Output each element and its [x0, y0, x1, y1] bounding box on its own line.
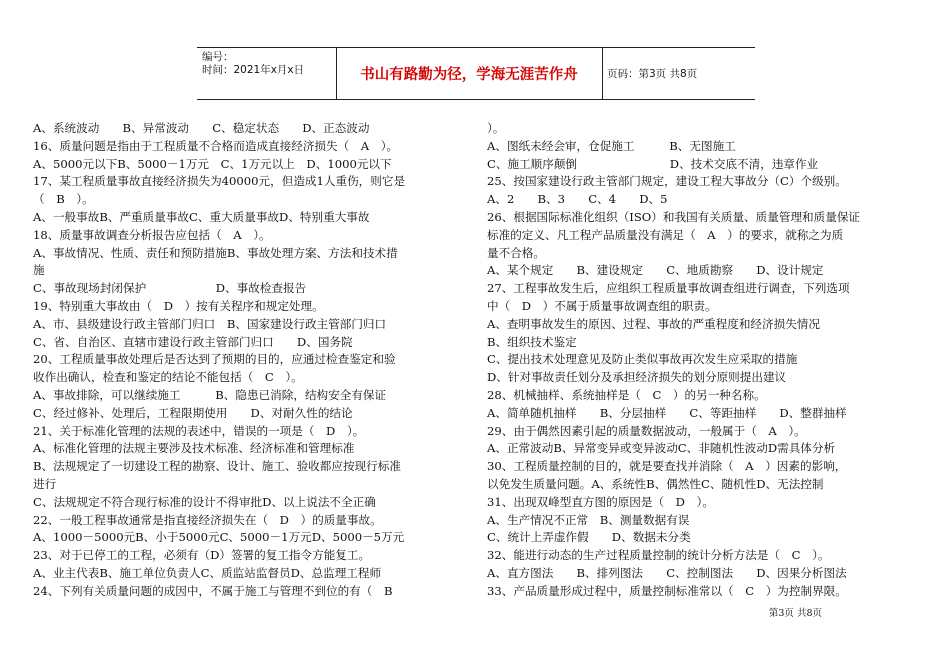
text-line: C、省、自治区、直辖市建设行政主管部门归口 D、国务院: [33, 334, 353, 349]
text-line: 收作出确认，检查和鉴定的结论不能包括（ C ）。: [33, 370, 303, 385]
text-line: 22、一般工程事故通常是指直接经济损失在（ D ）的质量事故。: [33, 512, 382, 527]
text-line: C、统计上弄虚作假 D、数据未分类: [487, 530, 691, 545]
text-line: 16、质量问题是指由于工程质量不合格而造成直接经济损失（ A ）。: [33, 138, 399, 153]
header-motto: 书山有路勤为径，学海无涯苦作舟: [360, 67, 578, 83]
document-number-label: 编号：: [202, 51, 234, 63]
text-line: A、2 B、3 C、4 D、5: [487, 192, 668, 207]
text-line: A、生产情况不正常 B、测量数据有误: [487, 512, 690, 527]
text-line: A、图纸未经会审，仓促施工 B、无图施工: [487, 138, 736, 153]
right-column: [487, 120, 919, 601]
text-line: 29、由于偶然因素引起的质量数据波动，一般属于（ A ）。: [487, 423, 806, 438]
text-line: A、正常波动B、异常变异或变异波动C、非随机性波动D需具体分析: [487, 441, 836, 456]
page-header: [197, 47, 755, 100]
text-line: 31、出现双峰型直方图的原因是（ D ）。: [487, 494, 714, 509]
header-page-label: 页码：第3页 共8页: [607, 68, 698, 80]
text-line: 25、按国家建设行政主管部门规定，建设工程大事故分（C）个级别。: [487, 174, 847, 189]
text-line: 28、机械抽样、系统抽样是（ C ）的另一种名称。: [487, 387, 766, 402]
text-line: A、一般事故B、严重质量事故C、重大质量事故D、特别重大事故: [33, 209, 370, 224]
text-line: A、5000元以下B、5000－1万元 C、1万元以上 D、1000元以下: [33, 156, 392, 171]
text-line: A、事故情况、性质、责任和预防措施B、事故处理方案、方法和技术措: [33, 245, 398, 260]
text-line: C、法规规定不符合现行标准的设计不得审批D、以上说法不全正确: [33, 494, 376, 509]
text-line: 20、工程质量事故处理后是否达到了预期的目的，应通过检查鉴定和验: [33, 352, 396, 367]
text-line: A、1000－5000元B、小于5000元C、5000－1万元D、5000－5万元: [33, 530, 405, 545]
document-time-label: 时间：2021年x月x日: [202, 64, 305, 76]
left-column: [33, 120, 465, 601]
text-line: 19、特别重大事故由（ D ）按有关程序和规定处理。: [33, 298, 324, 313]
text-line: 30、工程质量控制的目的，就是要查找并消除（ A ）因素的影响，: [487, 459, 847, 474]
text-line: A、查明事故发生的原因、过程、事故的严重程度和经济损失情况: [487, 316, 820, 331]
text-line: 18、质量事故调查分析报告应包括（ A ）。: [33, 227, 271, 242]
text-line: A、市、县级建设行政主管部门归口 B、国家建设行政主管部门归口: [33, 316, 387, 331]
text-line: 33、产品质量形成过程中，质量控制标准常以（ C ）为控制界限。: [487, 583, 847, 598]
text-line: 21、关于标准化管理的法规的表述中，错误的一项是（ D ）。: [33, 423, 365, 438]
text-line: 中（ D ）不属于质量事故调查组的职责。: [487, 298, 717, 313]
text-line: A、直方图法 B、排列图法 C、控制图法 D、因果分析图法: [487, 565, 847, 580]
header-meta: [202, 51, 304, 77]
text-line: 17、某工程质量事故直接经济损失为40000元，但造成1人重伤，则它是: [33, 174, 406, 189]
text-line: C、施工顺序颠倒 D、技术交底不清，违章作业: [487, 156, 819, 171]
header-divider: [602, 48, 603, 99]
text-line: C、提出技术处理意见及防止类似事故再次发生应采取的措施: [487, 352, 798, 367]
text-line: C、经过修补、处理后，工程限期使用 D、对耐久性的结论: [33, 405, 353, 420]
text-line: 量不合格。: [487, 245, 545, 260]
text-line: A、系统波动 B、异常波动 C、稳定状态 D、正态波动: [33, 121, 370, 135]
text-line: B、法规规定了一切建设工程的勘察、设计、施工、验收都应按现行标准: [33, 459, 401, 474]
text-line: 进行: [33, 476, 57, 491]
text-line: ）。: [487, 121, 505, 135]
text-line: 标准的定义、凡工程产品质量没有满足（ A ）的要求，就称之为质: [487, 227, 844, 242]
text-line: B、组织技术鉴定: [487, 334, 577, 349]
text-line: 26、根据国际标准化组织（ISO）和我国有关质量、质量管理和质量保证: [487, 209, 861, 224]
page-footer: 第3页 共8页: [768, 608, 822, 619]
text-line: 27、工程事故发生后，应组织工程质量事故调查组进行调查，下列选项: [487, 281, 850, 296]
text-line: A、某个规定 B、建设规定 C、地质勘察 D、设计规定: [487, 263, 824, 278]
text-line: C、事故现场封闭保护 D、事故检查报告: [33, 281, 307, 296]
text-line: A、简单随机抽样 B、分层抽样 C、等距抽样 D、整群抽样: [487, 405, 847, 420]
text-line: 施: [33, 263, 45, 278]
text-line: A、事故排除，可以继续施工 B、隐患已消除，结构安全有保证: [33, 387, 387, 402]
text-line: 24、下列有关质量问题的成因中，不属于施工与管理不到位的有（ B: [33, 583, 393, 598]
text-line: 以免发生质量问题。A、系统性B、偶然性C、随机性D、无法控制: [487, 476, 824, 491]
text-line: A、业主代表B、施工单位负责人C、质监站监督员D、总监理工程师: [33, 565, 382, 580]
text-line: （ B ）。: [33, 192, 94, 207]
text-line: 23、对于已停工的工程，必须有（D）签署的复工指令方能复工。: [33, 548, 371, 563]
text-line: A、标准化管理的法规主要涉及技术标准、经济标准和管理标准: [33, 441, 355, 456]
text-line: 32、能进行动态的生产过程质量控制的统计分析方法是（ C ）。: [487, 548, 830, 563]
header-divider: [336, 48, 337, 99]
text-line: D、针对事故责任划分及承担经济损失的划分原则提出建议: [487, 370, 787, 385]
